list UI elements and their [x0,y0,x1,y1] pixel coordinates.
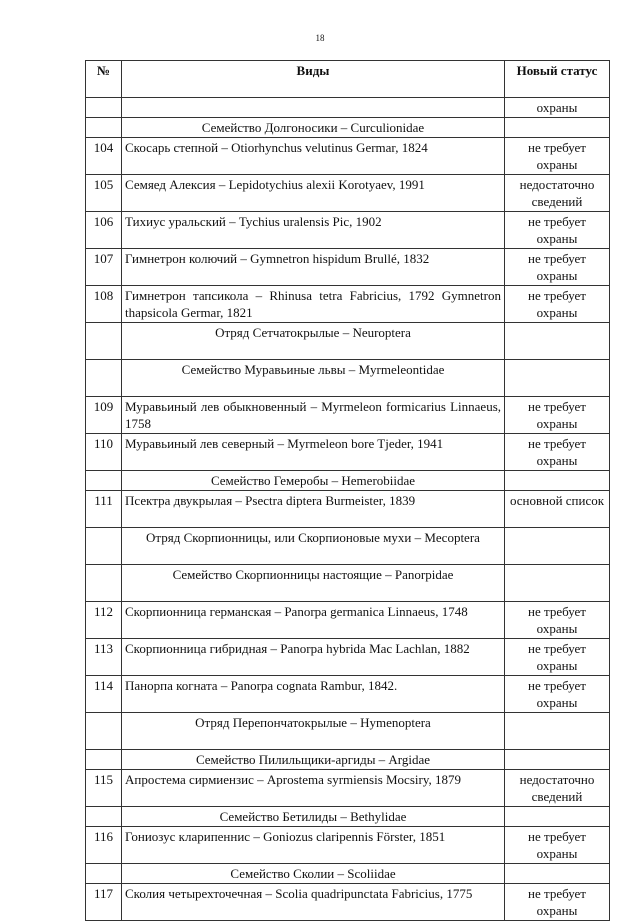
row-number [86,471,122,491]
family-row [86,471,610,491]
family-row [86,360,610,397]
row-number: 116 [86,827,122,864]
status-cell [505,118,610,138]
species-name: Скосарь степной – Otiorhynchus velutinus Germar, 1824 [122,138,505,175]
species-name: Муравьиный лев северный – Myrmeleon bore Tjeder, 1941 [122,434,505,471]
species-name [122,98,505,118]
species-table [85,60,610,921]
row-number: 111 [86,491,122,528]
species-name: Семяед Алексия – Lepidotychius alexii Korotyaev, 1991 [122,175,505,212]
status-cell [505,471,610,491]
order-row [86,323,610,360]
row-number: 112 [86,602,122,639]
family-name: Семейство Гемеробы – Hemerobiidae [122,471,505,491]
status-cell: не требует охраны [505,249,610,286]
status-cell: охраны [505,98,610,118]
table-row [86,884,610,921]
order-name: Отряд Сетчатокрылые – Neuroptera [122,323,505,360]
table-row [86,212,610,249]
status-cell: основной список [505,491,610,528]
order-row [86,713,610,750]
header-species: Виды [122,61,505,98]
status-cell: не требует охраны [505,397,610,434]
row-number [86,750,122,770]
row-number [86,360,122,397]
status-cell [505,807,610,827]
species-name: Апростема сирмиензис – Aprostema syrmiensis Mocsiry, 1879 [122,770,505,807]
row-number: 117 [86,884,122,921]
status-cell: не требует охраны [505,212,610,249]
status-cell [505,323,610,360]
table-body [86,98,610,921]
table-row [86,827,610,864]
row-number: 106 [86,212,122,249]
table-row [86,676,610,713]
status-cell: не требует охраны [505,602,610,639]
continuation-row [86,98,610,118]
table-row [86,639,610,676]
row-number [86,713,122,750]
order-name: Отряд Перепончатокрылые – Hymenoptera [122,713,505,750]
status-cell [505,528,610,565]
species-name: Скорпионница гибридная – Panorpa hybrida Mac Lachlan, 1882 [122,639,505,676]
row-number [86,118,122,138]
row-number: 113 [86,639,122,676]
family-row [86,750,610,770]
status-cell [505,360,610,397]
family-name: Семейство Долгоносики – Curculionidae [122,118,505,138]
row-number: 109 [86,397,122,434]
status-cell: не требует охраны [505,827,610,864]
species-name: Гониозус кларипеннис – Goniozus claripennis Förster, 1851 [122,827,505,864]
row-number: 104 [86,138,122,175]
table-header-row [86,61,610,98]
status-cell: не требует охраны [505,639,610,676]
species-name: Панорпа когната – Panorpa cognata Rambur, 1842. [122,676,505,713]
row-number [86,98,122,118]
status-cell [505,864,610,884]
species-name: Муравьиный лев обыкновенный – Myrmeleon formicarius Linnaeus, 1758 [122,397,505,434]
table-row [86,434,610,471]
row-number [86,323,122,360]
family-row [86,807,610,827]
page-number: 18 [315,33,325,43]
species-name: Гимнетрон тапсикола – Rhinusa tetra Fabricius, 1792 Gymnetron thapsicola Germar, 1821 [122,286,505,323]
status-cell [505,750,610,770]
family-name: Семейство Сколии – Scoliidae [122,864,505,884]
table-row [86,138,610,175]
family-row [86,118,610,138]
family-name: Семейство Пилильщики-аргиды – Argidae [122,750,505,770]
row-number [86,565,122,602]
table-row [86,175,610,212]
species-name: Скорпионница германская – Panorpa germanica Linnaeus, 1748 [122,602,505,639]
family-row [86,864,610,884]
species-name: Псектра двукрылая – Psectra diptera Burmeister, 1839 [122,491,505,528]
table-row [86,770,610,807]
row-number: 108 [86,286,122,323]
status-cell: не требует охраны [505,434,610,471]
family-name: Семейство Скорпионницы настоящие – Panorpidae [122,565,505,602]
table-row [86,397,610,434]
status-cell: не требует охраны [505,138,610,175]
status-cell: недостаточно сведений [505,770,610,807]
order-name: Отряд Скорпионницы, или Скорпионовые мухи – Mecoptera [122,528,505,565]
status-cell [505,713,610,750]
species-name: Сколия четырехточечная – Scolia quadripunctata Fabricius, 1775 [122,884,505,921]
row-number [86,807,122,827]
table-row [86,491,610,528]
header-status: Новый статус [505,61,610,98]
status-cell: не требует охраны [505,884,610,921]
species-name: Тихиус уральский – Tychius uralensis Pic, 1902 [122,212,505,249]
row-number: 105 [86,175,122,212]
table-row [86,286,610,323]
family-name: Семейство Бетилиды – Bethylidae [122,807,505,827]
row-number: 110 [86,434,122,471]
header-num: № [86,61,122,98]
table-row [86,249,610,286]
status-cell: не требует охраны [505,676,610,713]
status-cell: не требует охраны [505,286,610,323]
order-row [86,528,610,565]
row-number [86,528,122,565]
species-name: Гимнетрон колючий – Gymnetron hispidum Brullé, 1832 [122,249,505,286]
family-name: Семейство Муравьиные львы – Myrmeleontidae [122,360,505,397]
status-cell [505,565,610,602]
row-number: 115 [86,770,122,807]
table-row [86,602,610,639]
family-row [86,565,610,602]
row-number [86,864,122,884]
row-number: 107 [86,249,122,286]
status-cell: недостаточно сведений [505,175,610,212]
row-number: 114 [86,676,122,713]
